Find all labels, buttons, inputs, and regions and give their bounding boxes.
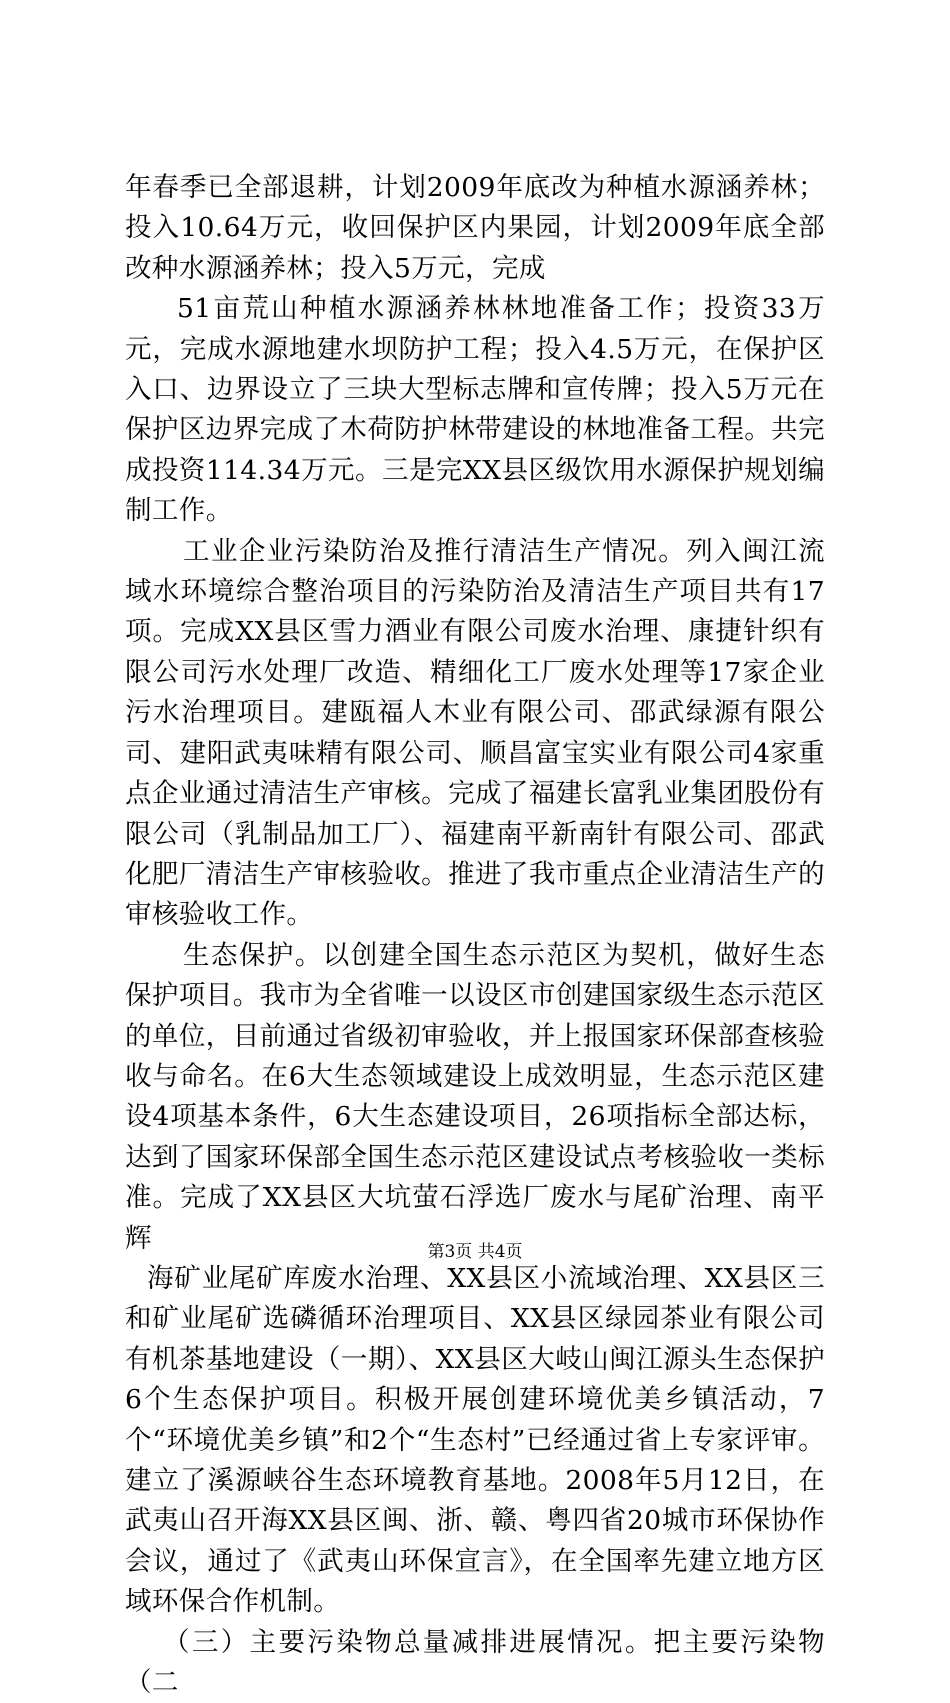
paragraph-6: （三）主要污染物总量减排进展情况。把主要污染物（二 [125, 1626, 825, 1699]
paragraph-1: 年春季已全部退耕，计划2009年底改为种植水源涵养林；投入10.64万元，收回保护区内果园，计划2009年底全部改种水源涵养林；投入5万元，完成 [125, 172, 825, 284]
paragraph-3: 工业企业污染防治及推行清洁生产情况。列入闽江流域水环境综合整治项目的污染防治及清洁生产项目共有17项。完成XX县区雪力酒业有限公司废水治理、康捷针织有限公司污水处理厂改造、精细化工厂废水处理等17家企业污水治理项目。建瓯福人木业有限公司、邵武绿源有限公司、建阳武夷味精有限公司、顺昌富宝实业有限公司4家重点企业通过清洁生产审核。完成了福建长富乳业集团股份有限公司（乳制品加工厂）、福建南平新南针有限公司、邵武化肥厂清洁生产审核验收。推进了我市重点企业清洁生产的审核验收工作。 [125, 535, 825, 931]
paragraph-4: 生态保护。以创建全国生态示范区为契机，做好生态保护项目。我市为全省唯一以设区市创建国家级生态示范区的单位，目前通过省级初审验收，并上报国家环保部查核验收与命名。在6大生态领域建设上成效明显，生态示范区建设4项基本条件，6大生态建设项目，26项指标全部达标，达到了国家环保部全国生态示范区建设试点考核验收一类标准。完成了XX县区大坑萤石浮选厂废水与尾矿治理、南平辉 [125, 939, 825, 1254]
document-body [125, 168, 825, 1703]
page-footer: 第3页 共4页 [427, 1242, 523, 1262]
paragraph-2: 51亩荒山种植水源涵养林林地准备工作；投资33万元，完成水源地建水坝防护工程；投入4.5万元，在保护区入口、边界设立了三块大型标志牌和宣传牌；投入5万元在保护区边界完成了木荷防护林带建设的林地准备工程。共完成投资114.34万元。三是完XX县区级饮用水源保护规划编制工作。 [125, 293, 825, 527]
paragraph-5: 海矿业尾矿库废水治理、XX县区小流域治理、XX县区三和矿业尾矿选磷循环治理项目、XX县区绿园茶业有限公司有机茶基地建设（一期）、XX县区大岐山闽江源头生态保护6个生态保护项目。积极开展创建环境优美乡镇活动，7个“环境优美乡镇”和2个“生态村”已经通过省上专家评审。建立了溪源峡谷生态环境教育基地。2008年5月12日，在武夷山召开海XX县区闽、浙、赣、粤四省20城市环保协作会议，通过了《武夷山环保宣言》，在全国率先建立地方区域环保合作机制。 [125, 1262, 825, 1618]
